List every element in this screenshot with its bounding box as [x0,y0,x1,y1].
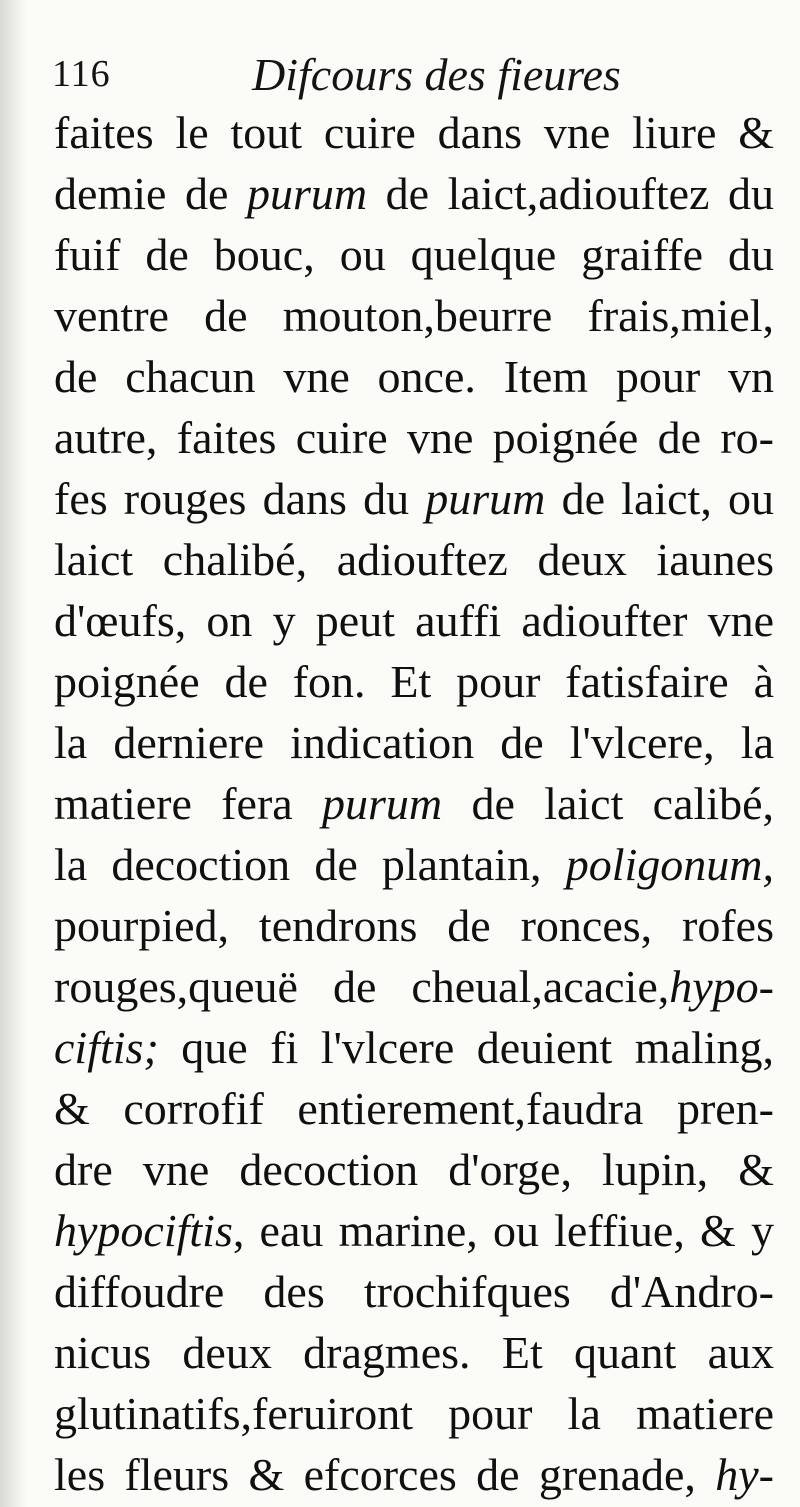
text-line [54,834,774,895]
italic-term: hypo- [669,961,774,1012]
text-line [54,895,774,956]
text-line [54,1200,774,1261]
text-segment: de laict, ou [545,473,774,524]
text-segment: d'œufs, on y peut auffi adioufter vne [54,595,774,646]
text-line [54,407,774,468]
text-segment: dre vne decoction d'orge, lupin, & [54,1144,774,1195]
text-segment: nicus deux dragmes. Et quant aux [54,1327,774,1378]
text-segment: diffoudre des trochifques d'Andro- [54,1266,774,1317]
italic-term: purum [246,168,368,219]
running-title: Difcours des fieures [252,49,621,100]
text-line [54,1261,774,1322]
text-line [54,1017,774,1078]
text-segment: de laict,adiouftez du [367,168,774,219]
italic-term: poligonum, [565,839,774,890]
text-segment: fes rouges dans du [54,473,426,524]
text-segment: rouges,queuë de cheual,acacie, [54,961,670,1012]
italic-term: purum [322,778,443,829]
text-segment: poignée de fon. Et pour fatisfaire à [54,656,774,707]
italic-term: hy- [715,1449,774,1500]
italic-term: ciftis; [54,1022,159,1073]
text-segment: pourpied, tendrons de ronces, rofes [54,900,774,951]
text-segment: ventre de mouton,beurre frais,miel, [54,290,774,341]
text-segment: de laict calibé, [442,778,774,829]
text-line [54,1444,774,1505]
text-line [54,1383,774,1444]
text-line [54,590,774,651]
body-text [54,102,774,1505]
text-segment: matiere fera [54,778,323,829]
text-segment: autre, faites cuire vne poignée de ro- [54,412,774,463]
text-segment: que fi l'vlcere deuient maling, [158,1022,774,1073]
text-line [54,285,774,346]
text-line [54,651,774,712]
page-header [52,48,772,108]
text-line [54,1078,774,1139]
text-segment: laict chalibé, adiouftez deux iaunes [54,534,774,585]
text-segment: demie de [54,168,247,219]
text-line [54,346,774,407]
text-segment: les fleurs & efcorces de grenade, [54,1449,716,1500]
text-segment: la decoction de plantain, [54,839,566,890]
text-line [54,468,774,529]
text-segment: faites le tout cuire dans vne liure & [54,107,774,158]
italic-term: purum [425,473,546,524]
text-line [54,956,774,1017]
text-line [54,773,774,834]
text-line [54,712,774,773]
text-line [54,1322,774,1383]
text-line [54,1139,774,1200]
text-segment: glutinatifs,feruiront pour la matiere [54,1388,774,1439]
text-segment: , eau marine, ou leffiue, & y [232,1205,774,1256]
text-line [54,163,774,224]
text-segment: & corrofif entierement,faudra pren- [54,1083,774,1134]
gutter-shadow [0,0,26,1507]
page-number: 116 [52,53,111,95]
text-segment: fuif de bouc, ou quelque graiffe du [54,229,774,280]
text-line [54,102,774,163]
text-segment: de chacun vne once. Item pour vn [54,351,774,402]
text-line [54,529,774,590]
text-segment: la derniere indication de l'vlcere, la [54,717,774,768]
text-line [54,224,774,285]
italic-term: hypociftis [54,1205,233,1256]
